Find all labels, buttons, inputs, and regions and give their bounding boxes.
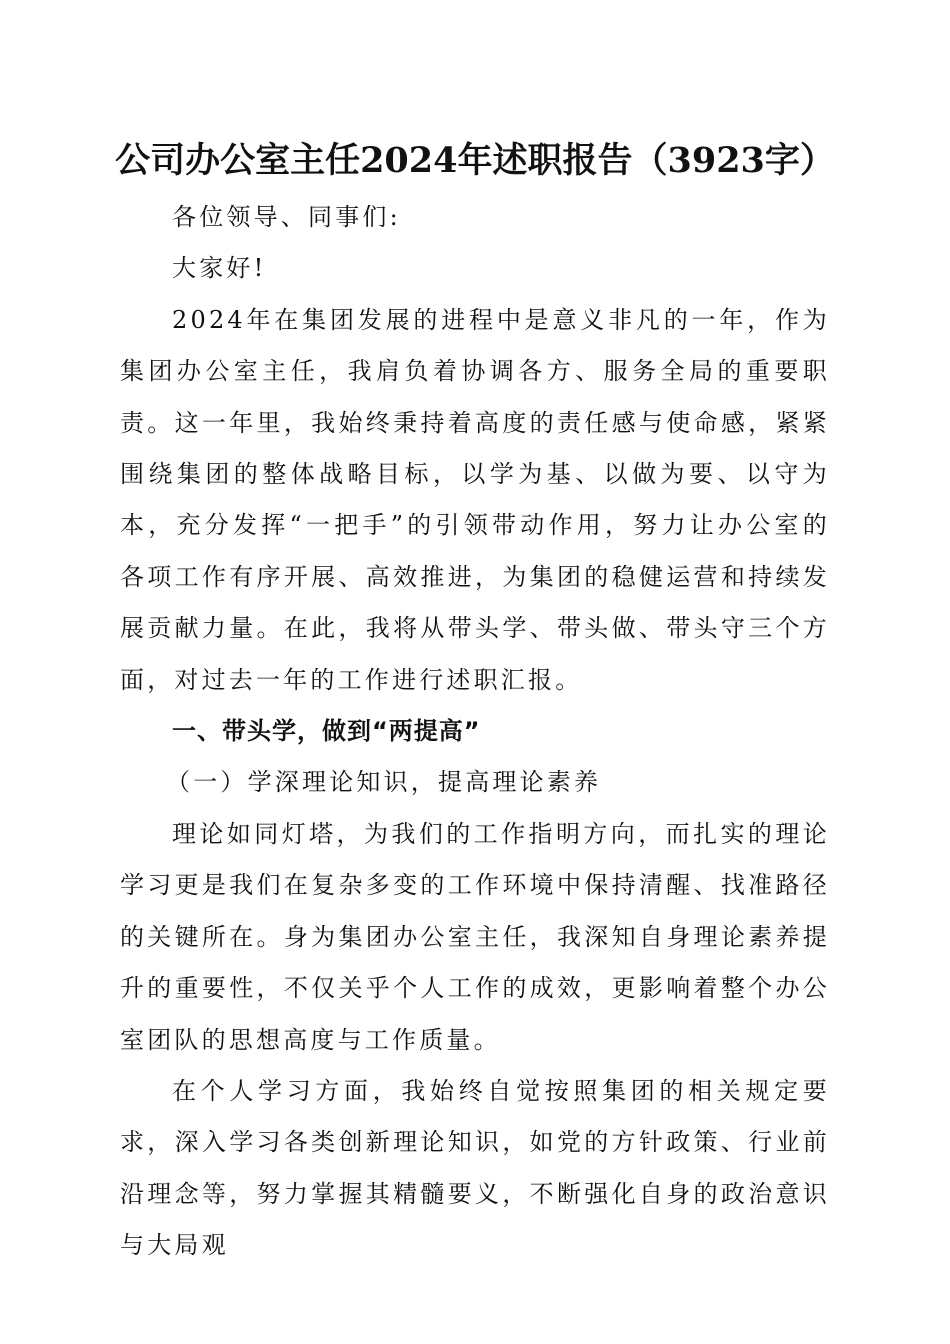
theory-paragraph: 理论如同灯塔，为我们的工作指明方向，而扎实的理论学习更是我们在复杂多变的工作环境中保持清醒、找准路径的关键所在。身为集团办公室主任，我深知自身理论素养提升的重要性，不仅关乎个人工作的成效，更影响着整个办公室团队的思想高度与工作质量。: [120, 819, 830, 1054]
subsection-heading-1: （一）学深理论知识，提高理论素养: [166, 768, 602, 797]
personal-study-paragraph: 在个人学习方面，我始终自觉按照集团的相关规定要求，深入学习各类创新理论知识，如党的方针政策、行业前沿理念等，努力掌握其精髓要义，不断强化自身的政治意识与大局观: [120, 1076, 830, 1260]
hello-paragraph: 大家好!: [172, 254, 267, 283]
document-body: [120, 192, 830, 1272]
document-title: 公司办公室主任2024年述职报告（3923字）: [115, 140, 835, 181]
intro-paragraph: 2024年在集团发展的进程中是意义非凡的一年，作为集团办公室主任，我肩负着协调各方、服务全局的重要职责。这一年里，我始终秉持着高度的责任感与使命感，紧紧围绕集团的整体战略目标，以学为基、以做为要、以守为本，充分发挥“一把手”的引领带动作用，努力让办公室的各项工作有序开展、高效推进，为集团的稳健运营和持续发展贡献力量。在此，我将从带头学、带头做、带头守三个方面，对过去一年的工作进行述职汇报。: [120, 305, 830, 694]
section-heading-1: 一、带头学，做到“两提高”: [172, 717, 481, 746]
greeting-paragraph: 各位领导、同事们:: [172, 203, 401, 231]
